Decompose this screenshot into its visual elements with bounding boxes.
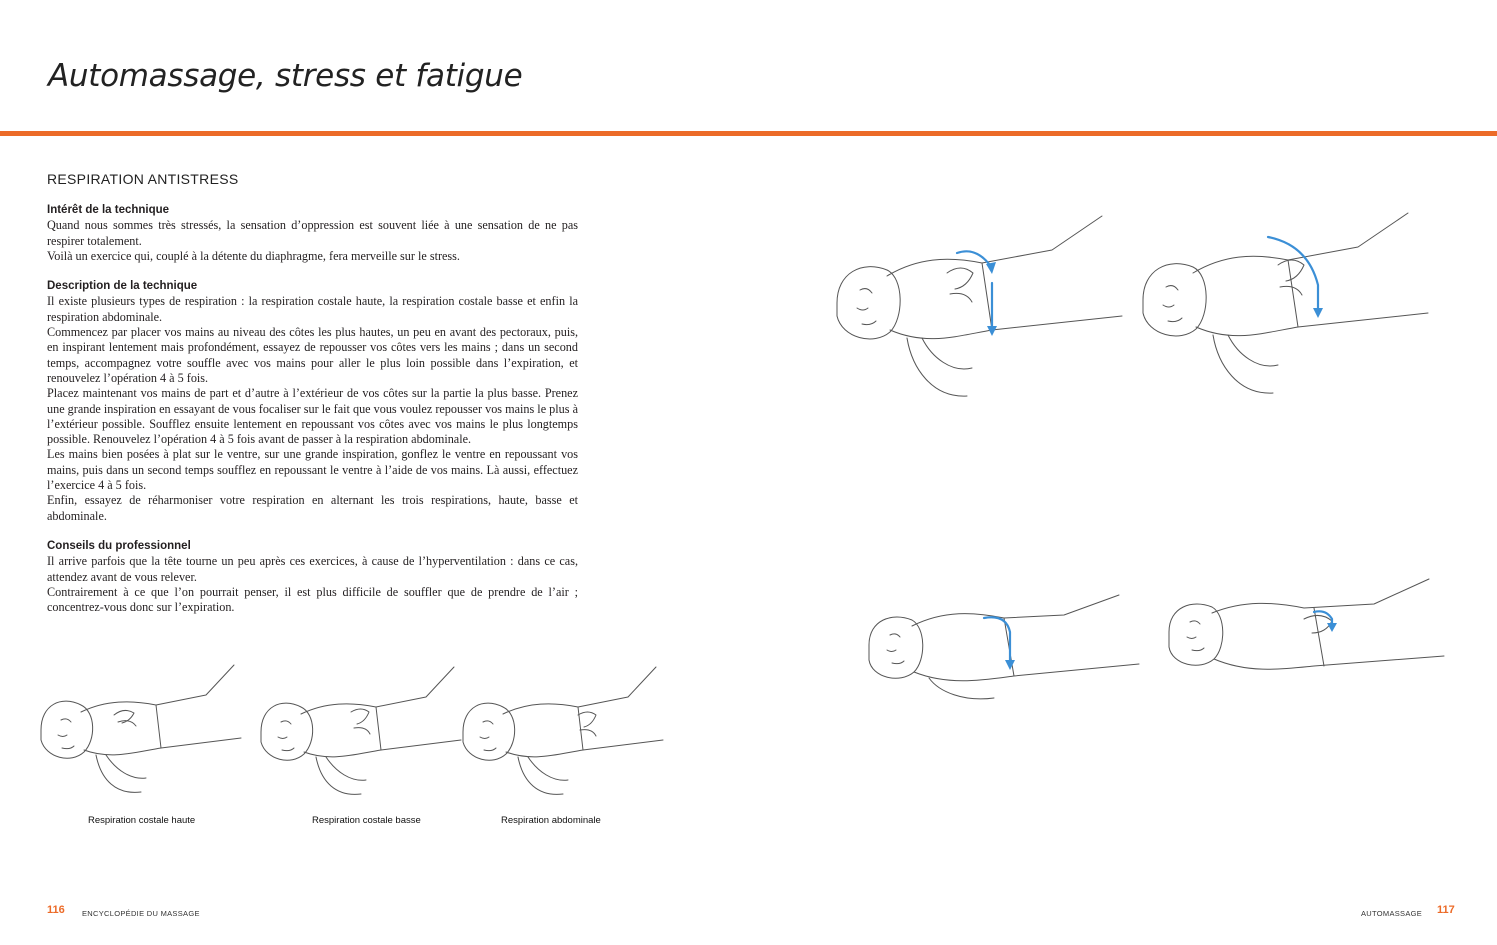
footer-right-text: AUTOMASSAGE: [1361, 909, 1423, 918]
paragraph: Il existe plusieurs types de respiration : la respiration costale haute, la respiration costale basse et enfin la respiration abdominale.: [47, 294, 578, 324]
footer-left-text: ENCYCLOPÉDIE DU MASSAGE: [82, 909, 200, 918]
paragraph: Contrairement à ce que l’on pourrait penser, il est plus difficile de souffler que de prendre de l’air ; concentrez-vous donc sur l’expiration.: [47, 584, 578, 615]
illustration-costale-haute: [36, 660, 246, 800]
paragraph: Placez maintenant vos mains de part et d’autre à l’extérieur de vos côtes sur la partie la plus basse. Prenez une grande inspiration en essayant de vous focaliser sur le fait que vous voulez repousser vos mains le plus à l’extérieur possible. Soufflez ensuite lentement en repoussant vos côtes avec vos mains le plus longtemps possible. Renouvelez l’opération 4 à 5 fois avant de passer à la respiration abdominale.: [47, 386, 578, 447]
block-heading: Description de la technique: [47, 280, 198, 293]
block-heading: Intérêt de la technique: [47, 204, 170, 216]
illustration-costale-basse: [256, 660, 466, 800]
illustration-abdominale: [458, 660, 668, 800]
body-text: [47, 203, 578, 630]
block-description: [47, 279, 578, 524]
illustration-right-top-left: [832, 208, 1132, 408]
caption-costale-haute: Respiration costale haute: [88, 815, 196, 826]
illustration-right-top-right: [1138, 205, 1438, 405]
header-rule: [0, 131, 1497, 136]
paragraph: Commencez par placer vos mains au niveau des côtes les plus hautes, un peu en avant des pectoraux, puis, en inspirant lentement mais profondément, essayez de repousser vos côtes vers les mains ; dans un second temps, accompagnez votre souffle avec vos mains pour aller le plus loin possible dans l’expiration, et renouvelez l’opération 4 à 5 fois.: [47, 325, 578, 385]
block-interet: [47, 203, 578, 264]
page-number-right: 117: [1437, 904, 1455, 916]
paragraph: Quand nous sommes très stressés, la sensation d’oppression est souvent liée à une sensation de ne pas respirer totalement.: [47, 218, 578, 248]
paragraph: Voilà un exercice qui, couplé à la détente du diaphragme, fera merveille sur le stress.: [47, 248, 460, 263]
caption-abdominale: Respiration abdominale: [501, 815, 601, 826]
paragraph: Il arrive parfois que la tête tourne un peu après ces exercices, à cause de l’hyperventilation : dans ce cas, attendez avant de vous relever.: [47, 554, 578, 584]
paragraph: Enfin, essayez de réharmoniser votre respiration en alternant les trois respirations, haute, basse et abdominale.: [47, 493, 578, 523]
illustration-right-bottom-left: [864, 590, 1144, 710]
section-title: RESPIRATION ANTISTRESS: [47, 171, 239, 187]
illustration-right-bottom-right: [1164, 574, 1449, 694]
block-heading: Conseils du professionnel: [47, 539, 191, 552]
page-number-left: 116: [47, 904, 65, 916]
page-title: Automassage, stress et fatigue: [48, 58, 523, 94]
block-conseils: [47, 539, 578, 615]
caption-costale-basse: Respiration costale basse: [312, 815, 421, 826]
paragraph: Les mains bien posées à plat sur le ventre, sur une grande inspiration, gonflez le ventre en repoussant vos mains, puis dans un second temps soufflez en repoussant le ventre à l’aide de vos mains. Là aussi, effectuez l’exercice 4 à 5 fois.: [47, 447, 578, 493]
